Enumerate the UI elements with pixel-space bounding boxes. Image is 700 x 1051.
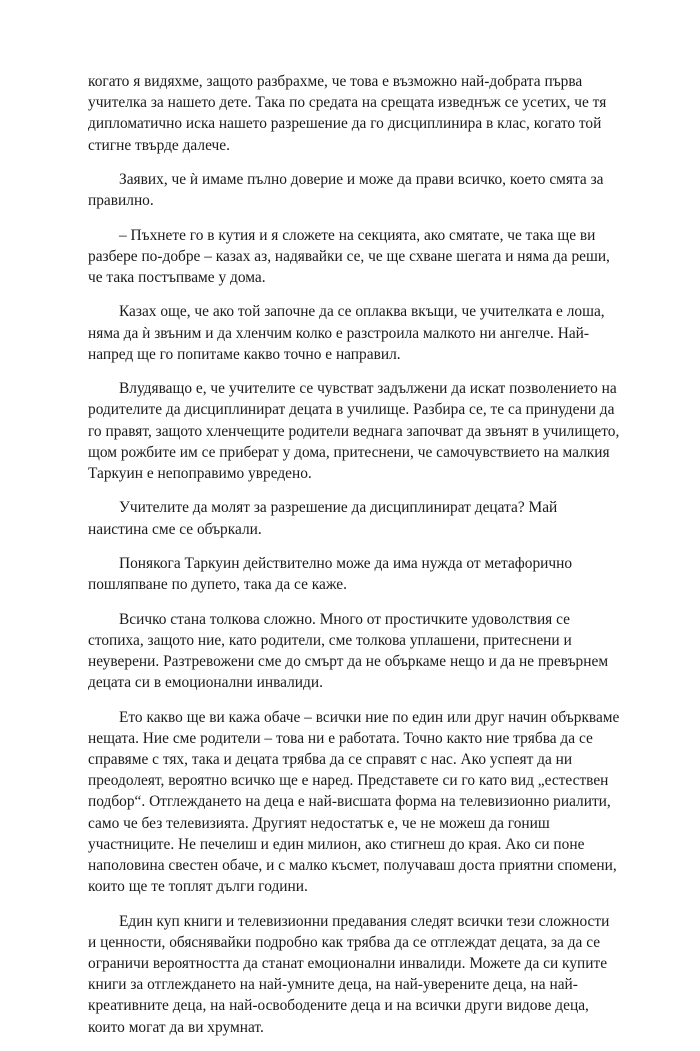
paragraph-8: Всичко стана толкова сложно. Много от простичките удоволствия се стопиха, защото ние, като родители, сме толкова уплашени, притеснени и неуверени. Разтревожени сме до смърт да не объркаме нещо и да не превърнем децата си в емоционални инвалиди. (88, 610, 609, 692)
paragraph-5: Влудяващо е, че учителите се чувстват задължени да искат позволението на родителите да дисциплинират децата в училище. Разбира се, те са принудени да го правят, защото хленчещите родители веднага започват да звънят в училището, щом рожбите им се приберат у дома, притеснени, че самочувствието на малкия Таркуин е непоправимо увредено. (88, 380, 620, 482)
body-text (88, 71, 620, 1051)
paragraph-7: Понякога Таркуин действително може да има нужда от метафорично пошляпване по дупето, така да се каже. (88, 554, 573, 594)
paragraph-10: Един куп книги и телевизионни предавания следят всички тези сложности и ценности, обяснявайки подробно как трябва да се отглеждат децата, за да се ограничи вероятността да станат емоционални инвалиди. Можете да си купите книги за отглеждането на най-умните деца, на най-уверените деца, на най-креативните деца, на най-освободените деца и на всички други видове деца, които могат да ви хрумнат. (88, 912, 610, 1036)
paragraph-1: когато я видяхме, защото разбрахме, че това е възможно най-добрата първа учителка за нашето дете. Така по средата на срещата изведнъж се усетих, че тя дипломатично иска нашето разрешение да го дисциплинира в клас, когато той стигне твърде далече. (88, 73, 607, 154)
paragraph-2: Заявих, че ѝ имаме пълно доверие и може да прави всичко, което смята за правилно. (88, 171, 604, 210)
paragraph-4: Казах още, че ако той започне да се оплаква вкъщи, че учителката е лоша, няма да ѝ звъним и да хленчим колко е разстроила малкото ни ангелче. Най-напред ще го попитаме какво точно е направил. (88, 303, 605, 363)
paragraph-6: Учителите да молят за разрешение да дисциплинират децата? Май наистина сме се объркали. (88, 499, 558, 538)
paragraph-3: – Пъхнете го в кутия и я сложете на секцията, ако смятате, че така ще ви разбере по-добре – казах аз, надявайки се, че ще схване шегата и няма да реши, че така постъпваме у дома. (88, 226, 610, 286)
paragraph-9: Ето какво ще ви кажа обаче – всички ние по един или друг начин объркваме нещата. Ние сме родители – това ни е работата. Точно както ние трябва да се справяме с тях, така и децата трябва да се справят с нас. Ако успеят да ни преодолеят, вероятно всичко ще е наред. Представете си го като вид „естествен подбор“. Отглеждането на деца е най-висшата форма на телевизионно риалити, само че без телевизията. Другият недостатък е, че не можеш да гониш участниците. Не печелиш и един милион, ако стигнеш до края. Ако си поне наполовина свестен обаче, и с малко късмет, получаваш доста приятни спомени, които ще те топлят дълги години. (88, 708, 620, 896)
